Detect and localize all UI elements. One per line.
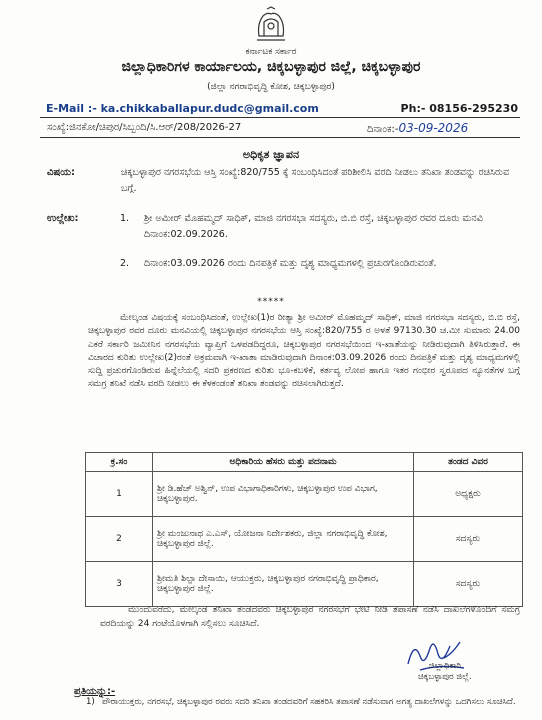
table-header-row xyxy=(86,453,523,472)
state-emblem-icon xyxy=(253,6,289,44)
copy-item-number: 1) xyxy=(86,697,95,707)
separator-stars: ***** xyxy=(257,297,285,307)
row-role: ಸದಸ್ಯರು xyxy=(414,562,523,607)
column-header-team-role: ತಂಡದ ವಿವರ xyxy=(414,453,523,472)
document-date xyxy=(367,121,468,135)
row-serial: 3 xyxy=(86,562,153,607)
row-role: ಸದಸ್ಯರು xyxy=(414,517,523,562)
reference-2-number: 2. xyxy=(120,258,130,269)
signatory-district: ಚಿಕ್ಕಬಳ್ಳಾಪುರ ಜಿಲ್ಲೆ. xyxy=(418,672,472,682)
row-officer: ಶ್ರೀ ಡಿ.ಹೆಚ್ ಅಶ್ವಿನ್, ಉಪ ವಿಭಾಗಾಧಿಕಾರಿಗಳು, ಚಿಕ್ಕಬಳ್ಳಾಪುರ ಉಪ ವಿಭಾಗ, ಚಿಕ್ಕಬಳ್ಳಾಪುರ. xyxy=(153,472,414,517)
investigation-team-table xyxy=(85,452,523,607)
body-paragraph xyxy=(88,312,520,392)
office-name: ಜಿಲ್ಲಾಧಿಕಾರಿಗಳ ಕಾರ್ಯಾಲಯ, ಚಿಕ್ಕಬಳ್ಳಾಪುರ ಜಿಲ್ಲೆ, ಚಿಕ್ಕಬಳ್ಳಾಪುರ xyxy=(121,59,421,75)
copy-item xyxy=(88,696,522,708)
reference-number: ಸಂಖ್ಯೆ:ಜಿನಕೋ/ಚಿಪುರ/ಸಿಬ್ಬಂದಿ/ಸಿ.ಆರ್/208/2026-27 xyxy=(47,122,242,133)
date-label: ದಿನಾಂಕ:- xyxy=(367,124,399,135)
copy-item-text: ಪೌರಾಯುಕ್ತರು, ನಗರಸಭೆ, ಚಿಕ್ಕಬಳ್ಳಾಪುರ ರವರು ಸದರಿ ತನಿಖಾ ತಂಡದವರಿಗೆ ಸಹಕರಿಸಿ ತಪಾಸಣೆ ನಡೆಸುವಾಗ ಅಗತ್ಯ ದಾಖಲೆಗಳನ್ನು ಒದಗಿಸಲು ಸೂಚಿಸಿದೆ. xyxy=(102,697,516,707)
closing-text: ಮುಂದುವರೆದು, ಮೇಲ್ಕಂಡ ತನಿಖಾ ತಂಡದವರು ಚಿಕ್ಕಬಳ್ಳಾಪುರ ನಗರಸಭೆಗೆ ಭೇಟಿ ನೀಡಿ ತಪಾಸಣೆ ನಡೆಸಿ ದಾಖಲೆಗಳೊಂದಿಗೆ ಸಮಗ್ರ ವರದಿಯನ್ನು 24 ಗಂಟೆಯೊಳಗಾಗಿ ಸಲ್ಲಿಸಲು ಸೂಚಿಸಿದೆ. xyxy=(100,605,520,629)
office-subtitle: (ಜಿಲ್ಲಾ ನಗರಾಭಿವೃದ್ಧಿ ಕೋಶ, ಚಿಕ್ಕಬಳ್ಳಾಪುರ) xyxy=(207,82,335,92)
table-row xyxy=(86,472,523,517)
ref-divider xyxy=(40,137,520,138)
column-header-officer: ಅಧಿಕಾರಿಯ ಹೆಸರು ಮತ್ತು ಪದನಾಮ xyxy=(153,453,414,472)
reference-1-number: 1. xyxy=(120,213,130,224)
closing-paragraph xyxy=(100,604,520,631)
reference-2-text: ದಿನಾಂಕ:03.09.2026 ರಂದು ದಿನಪತ್ರಿಕೆ ಮತ್ತು ದೃಶ್ಯ ಮಾಧ್ಯಮಗಳಲ್ಲಿ ಪ್ರಚುರಗೊಂಡಿರುವಂತೆ. xyxy=(144,258,437,269)
copies-label: ಪ್ರತಿಯನ್ನು:- xyxy=(74,686,116,697)
table-row xyxy=(86,517,523,562)
references-label: ಉಲ್ಲೇಖ: xyxy=(47,213,79,224)
email-address: E-Mail :- ka.chikkaballapur.dudc@gmail.com xyxy=(46,102,319,115)
reference-1-text: ಶ್ರೀ ಅಮೀರ್ ಮೊಹಮ್ಮದ್ ಸಾಧಿಕ್, ಮಾಜಿ ನಗರಸಭಾ ಸದಸ್ಯರು, ಬಿ.ಬಿ ರಸ್ತೆ, ಚಿಕ್ಕಬಳ್ಳಾಪುರ ರವರ ದೂರು ಮನವಿ ದಿನಾಂಕ:02.09.2026. xyxy=(144,213,483,240)
subject-text: ಚಿಕ್ಕಬಳ್ಳಾಪುರ ನಗರಸಭೆಯ ಆಸ್ತಿ ಸಂಖ್ಯೆ:820/755 ಕ್ಕೆ ಸಂಬಂಧಿಸಿದಂತೆ ಪರಿಶೀಲಿಸಿ ವರದಿ ನೀಡಲು ತನಿಖಾ ತಂಡವನ್ನು ರಚಿಸಿರುವ ಬಗ್ಗೆ. xyxy=(121,167,510,194)
state-name: ಕರ್ನಾಟಕ ಸರ್ಕಾರ xyxy=(245,47,297,57)
row-officer: ಶ್ರೀಮತಿ ಶಿಲ್ಪಾ ದೇಸಾಯಿ, ಆಯುಕ್ತರು, ಚಿಕ್ಕಬಳ್ಳಾಪುರ ನಗರಾಭಿವೃದ್ಧಿ ಪ್ರಾಧಿಕಾರ, ಚಿಕ್ಕಬಳ್ಳಾಪುರ ಜಿಲ್ಲೆ. xyxy=(153,562,414,607)
header-divider xyxy=(40,117,520,118)
memo-title: ಅಧಿಕೃತ ಜ್ಞಾಪನ xyxy=(242,148,300,161)
column-header-serial: ಕ್ರ.ಸಂ xyxy=(86,453,153,472)
table-row xyxy=(86,562,523,607)
row-serial: 2 xyxy=(86,517,153,562)
row-officer: ಶ್ರೀ ಮಂಜುನಾಥ ಎ.ಎಸ್, ಯೋಜನಾ ನಿರ್ದೇಶಕರು, ಜಿಲ್ಲಾ ನಗರಾಭಿವೃದ್ಧಿ ಕೋಶ, ಚಿಕ್ಕಬಳ್ಳಾಪುರ ಜಿಲ್ಲೆ. xyxy=(153,517,414,562)
body-text: ಮೇಲ್ಕಂಡ ವಿಷಯಕ್ಕೆ ಸಂಬಂಧಿಸಿದಂತೆ, ಉಲ್ಲೇಖ(1)ರ ರೀತ್ಯಾ ಶ್ರೀ ಅಮೀರ್ ಮೊಹಮ್ಮದ್ ಸಾಧಿಕ್, ಮಾಜಿ ನಗರಸಭಾ ಸದಸ್ಯರು, ಬಿ.ಬಿ ರಸ್ತೆ, ಚಿಕ್ಕಬಳ್ಳಾಪುರ ರವರ ದೂರು ಮನವಿಯಲ್ಲಿ ಚಿಕ್ಕಬಳ್ಳಾಪುರ ನಗರಸಭೆಯ ಆಸ್ತಿ ಸಂಖ್ಯೆ:820/755 ರ ಅಳತೆ 97130.30 ಚ.ಮೀ ಸುಮಾರು 24.00 ಎಕರೆ ಸರ್ಕಾರಿ ಜಮೀನಿನ ನಗರಸಭೆಯ ವ್ಯಾಪ್ತಿಗೆ ಒಳಪಡದಿದ್ದರೂ, ಚಿಕ್ಕಬಳ್ಳಾಪುರ ನಗರಸಭೆಯಿಂದ ಇ-ಖಾತೆಯನ್ನು ನೀಡಿರುವುದಾಗಿ ತಿಳಿಸಿರುತ್ತಾರೆ. ಈ ವಿಚಾರದ ಕುರಿತು ಉಲ್ಲೇಖ(2)ರಂತೆ ಅಕ್ರಮವಾಗಿ ಇ-ಖಾತಾ ಮಾಡಿರುವುದಾಗಿ ದಿನಾಂಕ:03.09.2026 ರಂದು ದಿನಪತ್ರಿಕೆ ಮತ್ತು ದೃಶ್ಯ ಮಾಧ್ಯಮಗಳಲ್ಲಿ ಸುದ್ದಿ ಪ್ರಚುರಗೊಂಡಿರುವ ಹಿನ್ನೆಲೆಯಲ್ಲಿ ಸದರಿ ಪ್ರಕರಣದ ಕುರಿತು ಭೂ-ಕಬಳಿಕೆ, ಕರ್ತವ್ಯ ಲೋಪ ಹಾಗೂ ಇತರ ಗಂಭೀರ ಸ್ವರೂಪದ ನ್ಯೂನತೆಗಳ ಬಗ್ಗೆ ಸಮಗ್ರ ತನಿಖೆ ನಡೆಸಿ ವರದಿ ನೀಡಲು ಈ ಕೆಳಕಂಡಂತೆ ತನಿಖಾ ತಂಡವನ್ನು ರಚಿಸಲಾಗಿರುತ್ತದೆ. xyxy=(88,313,520,390)
phone-number: Ph:- 08156-295230 xyxy=(400,102,518,115)
signatory-designation xyxy=(418,661,472,683)
date-value: 03-09-2026 xyxy=(398,121,469,135)
contact-line xyxy=(46,102,518,115)
row-serial: 1 xyxy=(86,472,153,517)
row-role: ಅಧ್ಯಕ್ಷರು xyxy=(414,472,523,517)
signatory-title: ಜಿಲ್ಲಾಧಿಕಾರಿ xyxy=(428,661,461,671)
subject-label: ವಿಷಯ: xyxy=(47,167,75,178)
